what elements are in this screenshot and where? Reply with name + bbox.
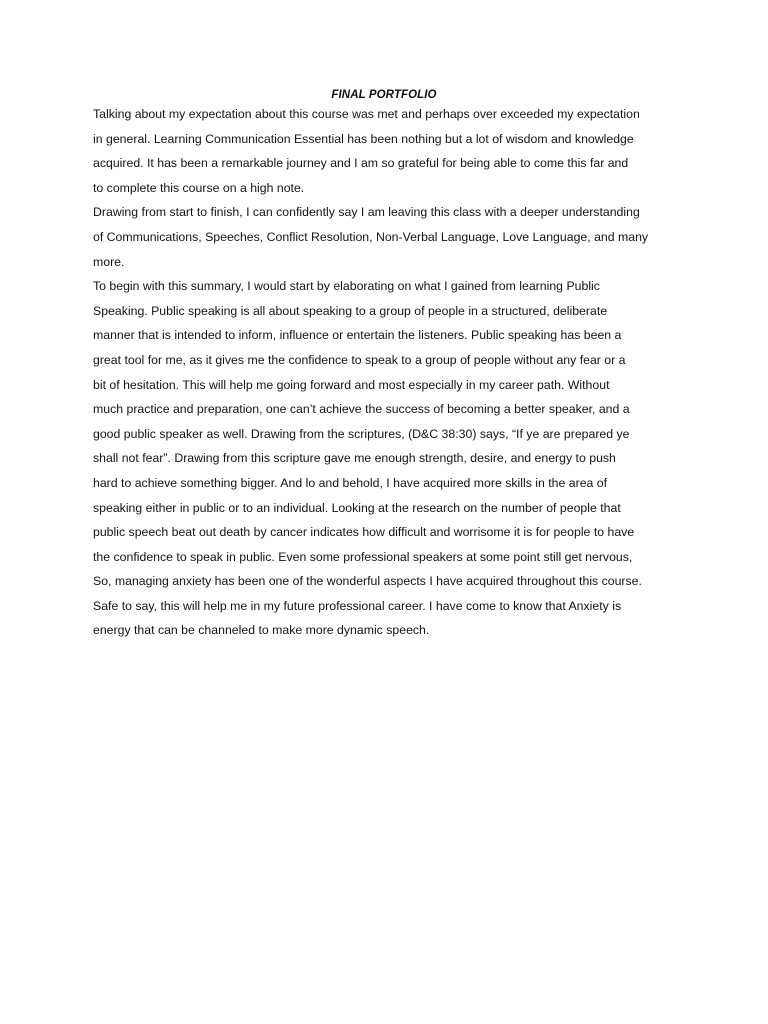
body-line: in general. Learning Communication Essential has been nothing but a lot of wisdom and knowledge xyxy=(93,131,634,146)
body-line: Safe to say, this will help me in my future professional career. I have come to know that Anxiety is xyxy=(93,598,622,613)
body-line: Drawing from start to finish, I can confidently say I am leaving this class with a deeper understanding xyxy=(93,205,640,220)
body-line: shall not fear”. Drawing from this scripture gave me enough strength, desire, and energy to push xyxy=(93,451,616,466)
body-line: Talking about my expectation about this course was met and perhaps over exceeded my expectation xyxy=(93,107,640,121)
body-line: bit of hesitation. This will help me going forward and most especially in my career path. Without xyxy=(93,377,610,392)
body-line: energy that can be channeled to make more dynamic speech. xyxy=(93,623,430,638)
body-line: more. xyxy=(93,254,125,269)
body-line: the confidence to speak in public. Even some professional speakers at some point still get nervous, xyxy=(93,549,633,564)
body-line: acquired. It has been a remarkable journey and I am so grateful for being able to come this far and xyxy=(93,156,629,171)
document-body xyxy=(93,102,693,643)
body-line: manner that is intended to inform, influence or entertain the listeners. Public speaking has been a xyxy=(93,328,622,343)
body-line: of Communications, Speeches, Conflict Resolution, Non-Verbal Language, Love Language, and many xyxy=(93,229,649,244)
body-line: great tool for me, as it gives me the confidence to speak to a group of people without any fear or a xyxy=(93,352,626,367)
document-title: FINAL PORTFOLIO xyxy=(331,89,437,101)
body-line: To begin with this summary, I would start by elaborating on what I gained from learning Public xyxy=(93,279,600,294)
body-line: speaking either in public or to an individual. Looking at the research on the number of people that xyxy=(93,500,621,515)
body-line: much practice and preparation, one can’t achieve the success of becoming a better speaker, and a xyxy=(93,402,630,417)
body-line: to complete this course on a high note. xyxy=(93,180,305,195)
body-line: So, managing anxiety has been one of the wonderful aspects I have acquired throughout this course. xyxy=(93,574,642,589)
body-line: public speech beat out death by cancer indicates how difficult and worrisome it is for people to have xyxy=(93,525,635,540)
body-line: Speaking. Public speaking is all about speaking to a group of people in a structured, deliberate xyxy=(93,303,608,318)
body-line: hard to achieve something bigger. And lo and behold, I have acquired more skills in the area of xyxy=(93,475,608,490)
body-line: good public speaker as well. Drawing from the scriptures, (D&C 38:30) says, “If ye are prepared ye xyxy=(93,426,630,441)
